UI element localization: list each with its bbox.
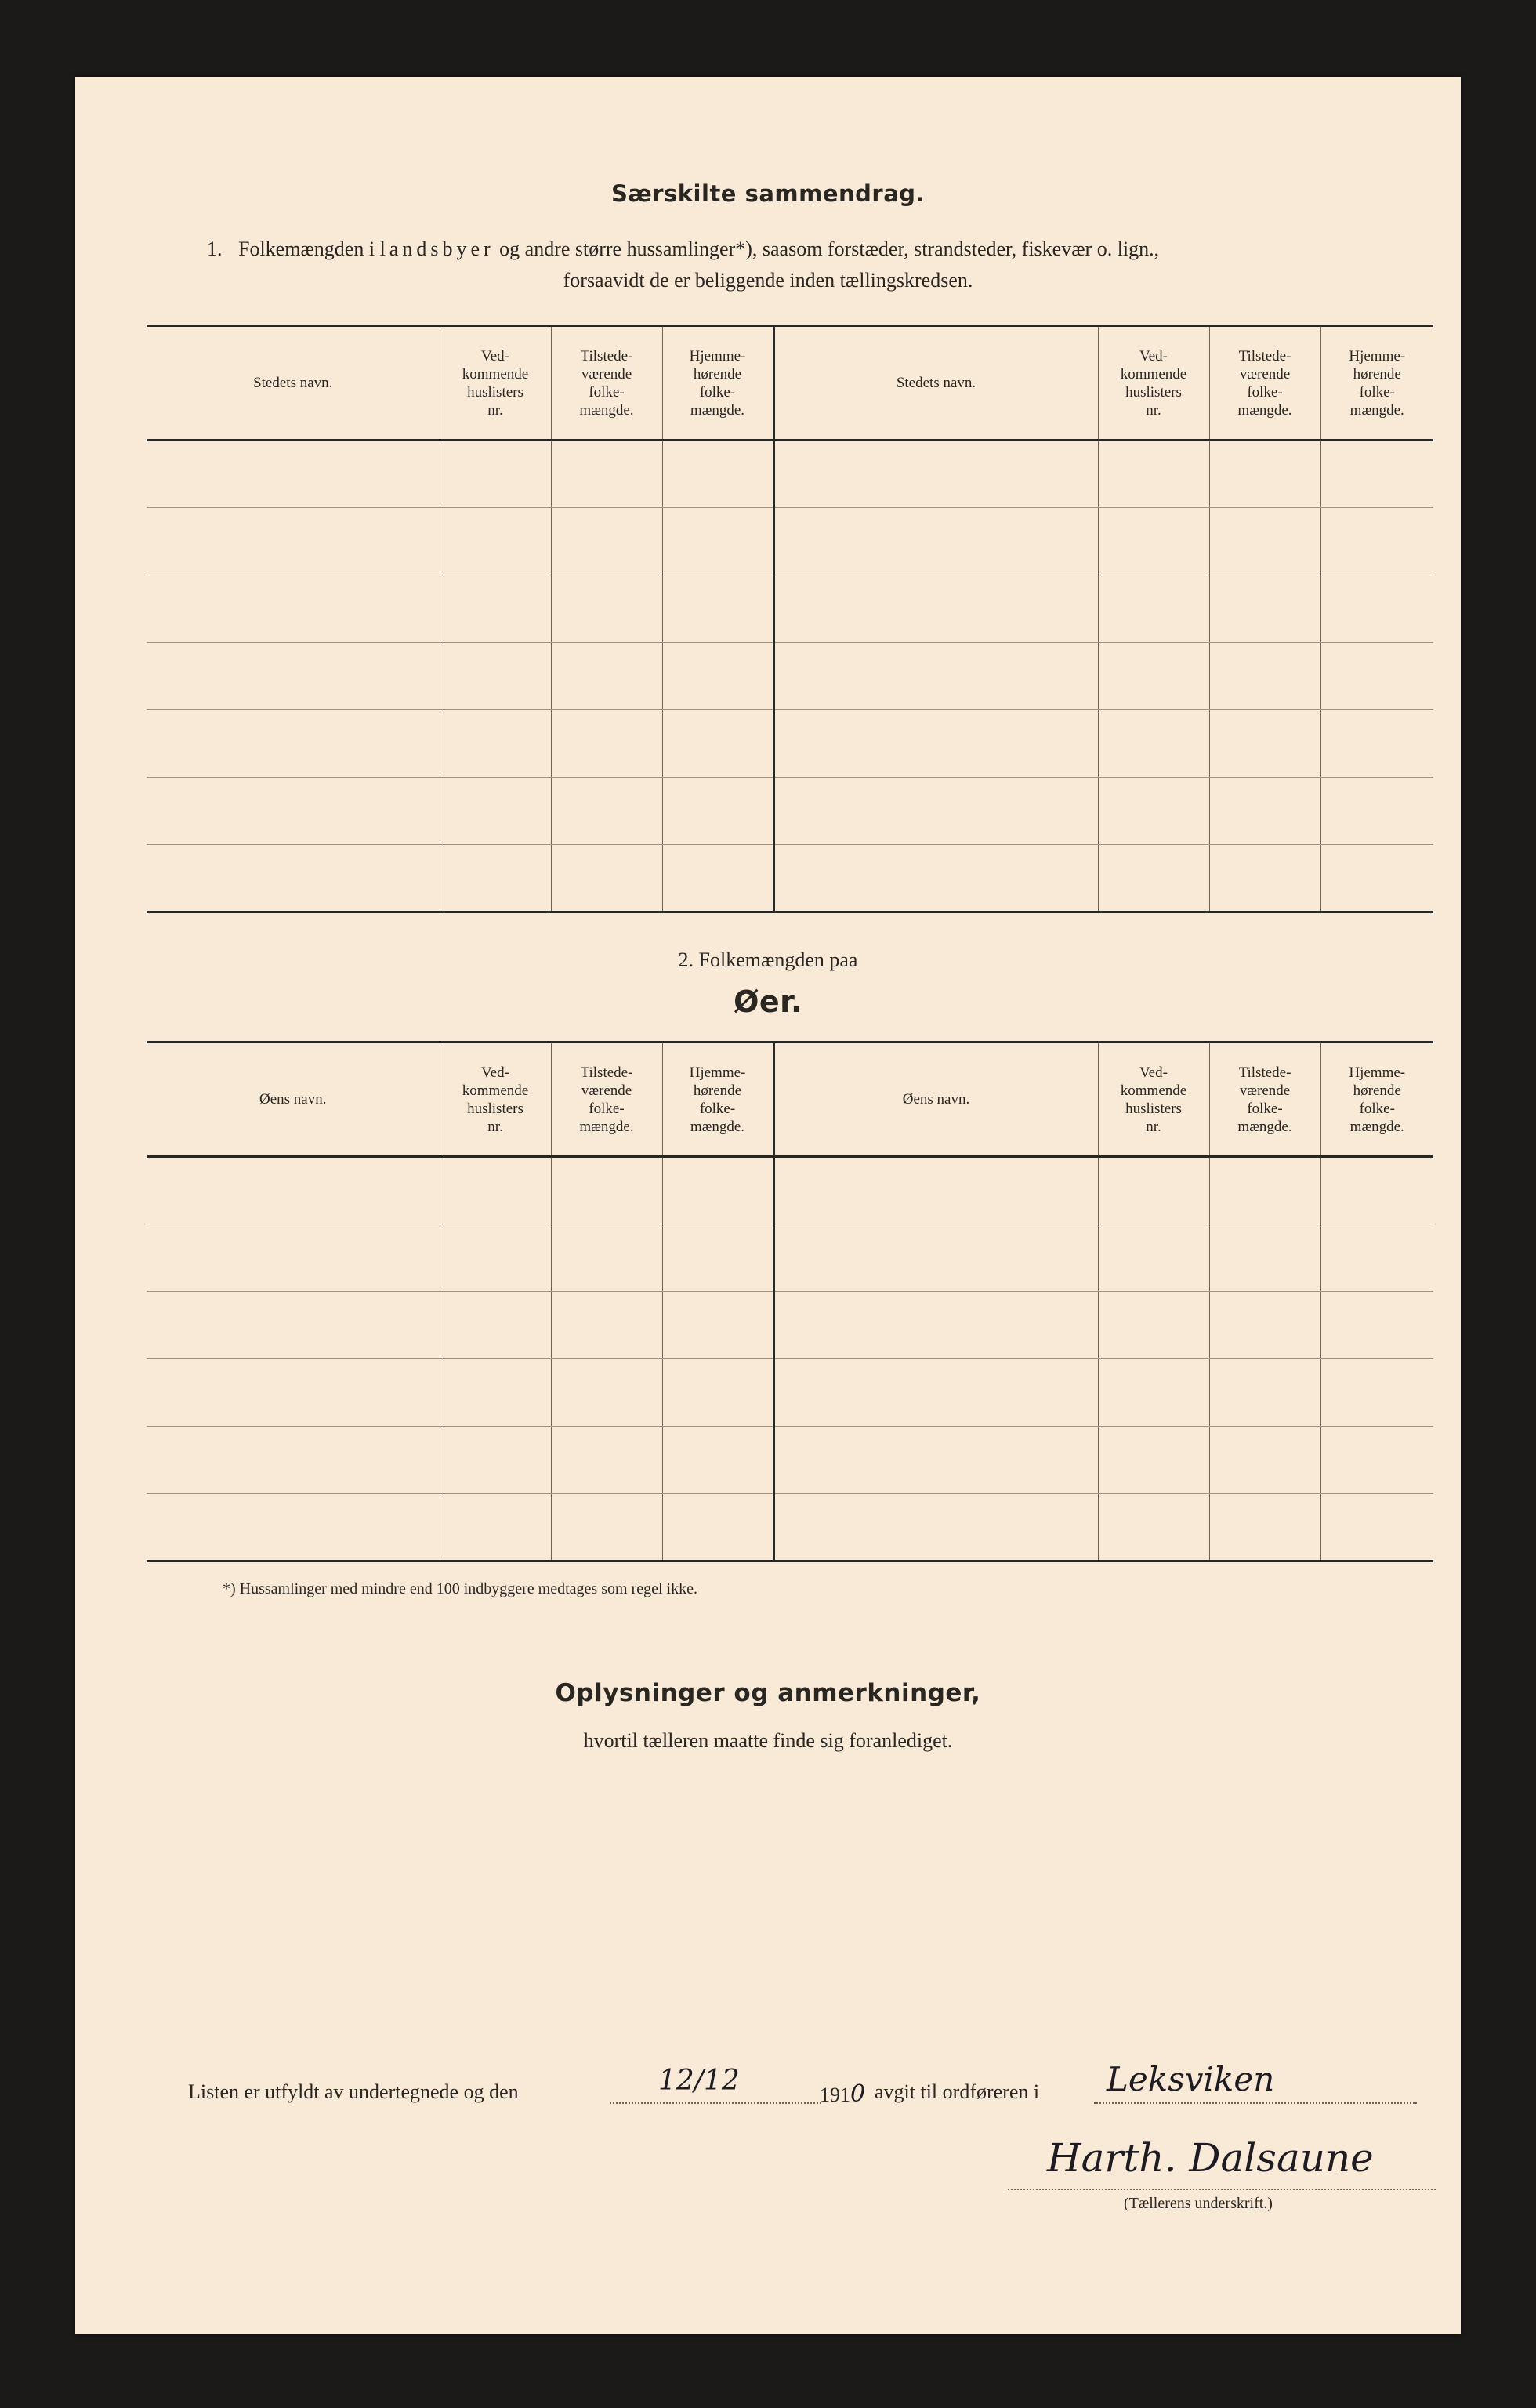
- table-cell[interactable]: [1209, 710, 1320, 778]
- table-cell[interactable]: [1098, 778, 1209, 845]
- table-cell[interactable]: [662, 1494, 773, 1561]
- table-row: [147, 441, 1433, 508]
- table-cell[interactable]: [1320, 1224, 1433, 1292]
- table-cell[interactable]: [1320, 1157, 1433, 1224]
- col-hjemmehorende: Hjemme- hørende folke- mængde.: [662, 1043, 773, 1157]
- table-cell[interactable]: [551, 1157, 662, 1224]
- table-cell[interactable]: [440, 778, 551, 845]
- table-cell[interactable]: [662, 1224, 773, 1292]
- table-cell[interactable]: [773, 710, 1098, 778]
- table-cell[interactable]: [551, 441, 662, 508]
- col-stedets-navn-2: Stedets navn.: [773, 326, 1098, 441]
- table-cell[interactable]: [662, 1359, 773, 1427]
- table-cell[interactable]: [773, 778, 1098, 845]
- table-row: [147, 845, 1433, 912]
- table-cell[interactable]: [1098, 1427, 1209, 1494]
- col-oens-navn: Øens navn.: [147, 1043, 440, 1157]
- table-cell[interactable]: [147, 1494, 440, 1561]
- section1-title: Særskilte sammendrag.: [610, 180, 926, 207]
- year-field: [820, 2080, 865, 2108]
- oer-table: [147, 1041, 1433, 1562]
- col-huslisters-nr: Ved- kommende huslisters nr.: [440, 326, 551, 441]
- table-cell[interactable]: [147, 845, 440, 912]
- section1-text-spaced: landsbyer: [379, 238, 494, 260]
- table-cell[interactable]: [147, 710, 440, 778]
- table-row: [147, 508, 1433, 575]
- table-cell[interactable]: [662, 575, 773, 643]
- date-field: [610, 2065, 821, 2104]
- table-header-row: [147, 1043, 1433, 1157]
- table-cell[interactable]: [773, 1427, 1098, 1494]
- table-row: [147, 1494, 1433, 1561]
- table-cell[interactable]: [1209, 1157, 1320, 1224]
- year-handwritten: 0: [850, 2080, 866, 2108]
- col-tilstedevaerende: Tilstede- værende folke- mængde.: [551, 1043, 662, 1157]
- table1-body: [147, 441, 1433, 912]
- table-cell[interactable]: [1098, 1224, 1209, 1292]
- table-cell[interactable]: [773, 1292, 1098, 1359]
- table-cell[interactable]: [1098, 1494, 1209, 1561]
- table-cell[interactable]: [773, 845, 1098, 912]
- table-cell[interactable]: [440, 1359, 551, 1427]
- table-cell[interactable]: [1320, 710, 1433, 778]
- table-cell[interactable]: [147, 1427, 440, 1494]
- table-cell[interactable]: [147, 1157, 440, 1224]
- table-cell[interactable]: [773, 1157, 1098, 1224]
- landsbyer-table: [147, 325, 1433, 913]
- table-cell[interactable]: [551, 508, 662, 575]
- table-row: [147, 1157, 1433, 1224]
- date-handwritten: 12/12: [658, 2065, 740, 2097]
- table-cell[interactable]: [773, 1224, 1098, 1292]
- table-cell[interactable]: [1209, 1224, 1320, 1292]
- col-stedets-navn: Stedets navn.: [147, 326, 440, 441]
- table-cell[interactable]: [1209, 575, 1320, 643]
- table-cell[interactable]: [1320, 1494, 1433, 1561]
- col-tilstedevaerende: Tilstede- værende folke- mængde.: [551, 326, 662, 441]
- table-cell[interactable]: [551, 1292, 662, 1359]
- table-cell[interactable]: [440, 441, 551, 508]
- section1-number: 1.: [207, 238, 223, 260]
- table-cell[interactable]: [1209, 1427, 1320, 1494]
- table-cell[interactable]: [773, 1494, 1098, 1561]
- table-cell[interactable]: [551, 1359, 662, 1427]
- table-cell[interactable]: [1098, 575, 1209, 643]
- table-cell[interactable]: [773, 1359, 1098, 1427]
- table-cell[interactable]: [662, 1292, 773, 1359]
- table-row: [147, 778, 1433, 845]
- table-cell[interactable]: [1320, 643, 1433, 710]
- table-cell[interactable]: [1098, 1292, 1209, 1359]
- section2-title: Øer.: [734, 985, 802, 1019]
- section1-intro-line2: forsaavidt de er beliggende inden tællingskredsen.: [563, 269, 973, 292]
- table-cell[interactable]: [1098, 508, 1209, 575]
- table-cell[interactable]: [551, 1494, 662, 1561]
- table-row: [147, 1427, 1433, 1494]
- table-cell[interactable]: [1209, 508, 1320, 575]
- table-cell[interactable]: [1320, 1427, 1433, 1494]
- section1-text-a: Folkemængden i: [238, 238, 375, 260]
- table-cell[interactable]: [1320, 441, 1433, 508]
- table-cell[interactable]: [551, 845, 662, 912]
- table-cell[interactable]: [662, 845, 773, 912]
- table-cell[interactable]: [1209, 1292, 1320, 1359]
- table-cell[interactable]: [1209, 845, 1320, 912]
- table-cell[interactable]: [147, 575, 440, 643]
- table-cell[interactable]: [662, 643, 773, 710]
- col-hjemmehorende-2: Hjemme- hørende folke- mængde.: [1320, 1043, 1433, 1157]
- remarks-title: Oplysninger og anmerkninger,: [555, 1679, 981, 1707]
- table-cell[interactable]: [440, 643, 551, 710]
- table-cell[interactable]: [1320, 1292, 1433, 1359]
- table-cell[interactable]: [1320, 778, 1433, 845]
- table-cell[interactable]: [551, 1427, 662, 1494]
- table-cell[interactable]: [1098, 710, 1209, 778]
- section1-text-b: og andre større hussamlinger*), saasom forstæder, strandsteder, fiskevær o. lign.,: [499, 238, 1160, 260]
- signature-field: [1008, 2135, 1436, 2190]
- table-cell[interactable]: [1320, 845, 1433, 912]
- table-cell[interactable]: [440, 575, 551, 643]
- table-cell[interactable]: [147, 643, 440, 710]
- signature-caption: (Tællerens underskrift.): [1124, 2195, 1273, 2212]
- table-cell[interactable]: [773, 441, 1098, 508]
- table-cell[interactable]: [147, 1224, 440, 1292]
- table-cell[interactable]: [1209, 1494, 1320, 1561]
- table-cell[interactable]: [440, 1427, 551, 1494]
- table-cell[interactable]: [1209, 778, 1320, 845]
- table-cell[interactable]: [440, 508, 551, 575]
- col-hjemmehorende-2: Hjemme- hørende folke- mængde.: [1320, 326, 1433, 441]
- table-cell[interactable]: [1320, 1359, 1433, 1427]
- table-cell[interactable]: [440, 845, 551, 912]
- table-cell[interactable]: [551, 1224, 662, 1292]
- table-row: [147, 1359, 1433, 1427]
- table2-body: [147, 1157, 1433, 1561]
- signature-line-text2: avgit til ordføreren i: [875, 2080, 1040, 2103]
- table-cell[interactable]: [551, 575, 662, 643]
- table-cell[interactable]: [1098, 441, 1209, 508]
- place-field: [1094, 2060, 1417, 2104]
- signature-line-text1: Listen er utfyldt av undertegnede og den: [188, 2080, 519, 2103]
- table-cell[interactable]: [440, 1494, 551, 1561]
- table-row: [147, 1292, 1433, 1359]
- table-cell[interactable]: [551, 643, 662, 710]
- table-cell[interactable]: [147, 778, 440, 845]
- table-row: [147, 575, 1433, 643]
- table-cell[interactable]: [1209, 643, 1320, 710]
- footnote: *) Hussamlinger med mindre end 100 indbyggere medtages som regel ikke.: [223, 1580, 697, 1597]
- table-cell[interactable]: [1320, 508, 1433, 575]
- table-cell[interactable]: [1320, 575, 1433, 643]
- table-cell[interactable]: [1098, 1359, 1209, 1427]
- table-cell[interactable]: [147, 1359, 440, 1427]
- col-oens-navn-2: Øens navn.: [773, 1043, 1098, 1157]
- table-cell[interactable]: [1098, 1157, 1209, 1224]
- table-cell[interactable]: [551, 710, 662, 778]
- section1-intro-line1: [207, 238, 1159, 261]
- col-tilstedevaerende-2: Tilstede- værende folke- mængde.: [1209, 326, 1320, 441]
- table-cell[interactable]: [1209, 1359, 1320, 1427]
- remarks-subtitle: hvortil tælleren maatte finde sig foranlediget.: [583, 1729, 953, 1752]
- year-printed: 191: [820, 2083, 850, 2106]
- table-cell[interactable]: [662, 508, 773, 575]
- table-row: [147, 1224, 1433, 1292]
- table-cell[interactable]: [147, 441, 440, 508]
- col-tilstedevaerende-2: Tilstede- værende folke- mængde.: [1209, 1043, 1320, 1157]
- census-form-page: [75, 77, 1461, 2334]
- table-cell[interactable]: [440, 1292, 551, 1359]
- table-cell[interactable]: [440, 710, 551, 778]
- table-cell[interactable]: [440, 1157, 551, 1224]
- signature-handwritten: Harth. Dalsaune: [1047, 2135, 1374, 2181]
- section2-intro: 2. Folkemængden paa: [678, 948, 858, 971]
- table-cell[interactable]: [662, 1157, 773, 1224]
- table-cell[interactable]: [147, 508, 440, 575]
- table-cell[interactable]: [1098, 643, 1209, 710]
- table-cell[interactable]: [773, 508, 1098, 575]
- table-cell[interactable]: [773, 575, 1098, 643]
- col-hjemmehorende: Hjemme- hørende folke- mængde.: [662, 326, 773, 441]
- table-row: [147, 643, 1433, 710]
- place-handwritten: Leksviken: [1107, 2060, 1275, 2098]
- table-header-row: [147, 326, 1433, 441]
- table-cell[interactable]: [662, 778, 773, 845]
- table-cell[interactable]: [773, 643, 1098, 710]
- table-cell[interactable]: [662, 1427, 773, 1494]
- col-huslisters-nr-2: Ved- kommende huslisters nr.: [1098, 1043, 1209, 1157]
- table-cell[interactable]: [662, 441, 773, 508]
- table-cell[interactable]: [1098, 845, 1209, 912]
- col-huslisters-nr: Ved- kommende huslisters nr.: [440, 1043, 551, 1157]
- table-row: [147, 710, 1433, 778]
- table-cell[interactable]: [1209, 441, 1320, 508]
- table-cell[interactable]: [440, 1224, 551, 1292]
- table-cell[interactable]: [147, 1292, 440, 1359]
- col-huslisters-nr-2: Ved- kommende huslisters nr.: [1098, 326, 1209, 441]
- table-cell[interactable]: [551, 778, 662, 845]
- table-cell[interactable]: [662, 710, 773, 778]
